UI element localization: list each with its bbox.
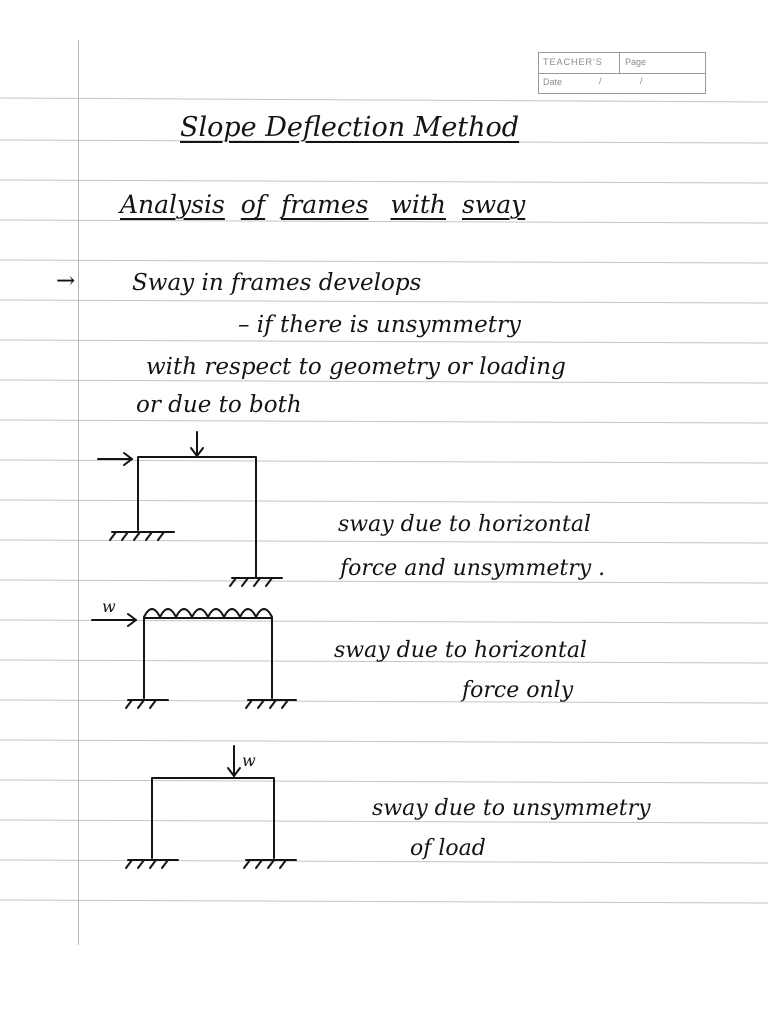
page-title: Slope Deflection Method [180,112,520,143]
frame-diagram-2 [92,609,296,708]
note-line: – if there is unsymmetry [238,312,521,338]
date-label: Date [543,77,563,87]
diagram-2-load-label: w [102,597,116,616]
diagram-3-load-label: w [242,751,256,770]
diagram-3-caption: sway due to unsymmetry [372,796,651,821]
subtitle-word: Analysis [120,190,225,219]
diagram-2-caption: sway due to horizontal [334,638,587,663]
note-line: with respect to geometry or loading [146,354,566,380]
diagram-3-caption: of load [410,836,486,861]
page-label: Page [625,57,647,67]
diagram-1-caption: sway due to horizontal [338,512,591,537]
frame-diagram-3 [126,746,296,868]
note-line: or due to both [136,392,302,418]
bullet-arrow: → [56,268,76,294]
subtitle-word: of [240,190,266,219]
frame-diagram-1 [98,432,282,586]
diagram-1-caption: force and unsymmetry . [340,556,606,581]
diagram-2-caption: force only [462,678,574,703]
note-line: Sway in frames develops [132,270,422,296]
date-value: / / [599,76,661,86]
subtitle-word: frames [281,190,369,219]
subtitle-word: sway [461,190,526,219]
subtitle-word: with [390,190,447,219]
brand-label: TEACHER'S [543,57,603,67]
